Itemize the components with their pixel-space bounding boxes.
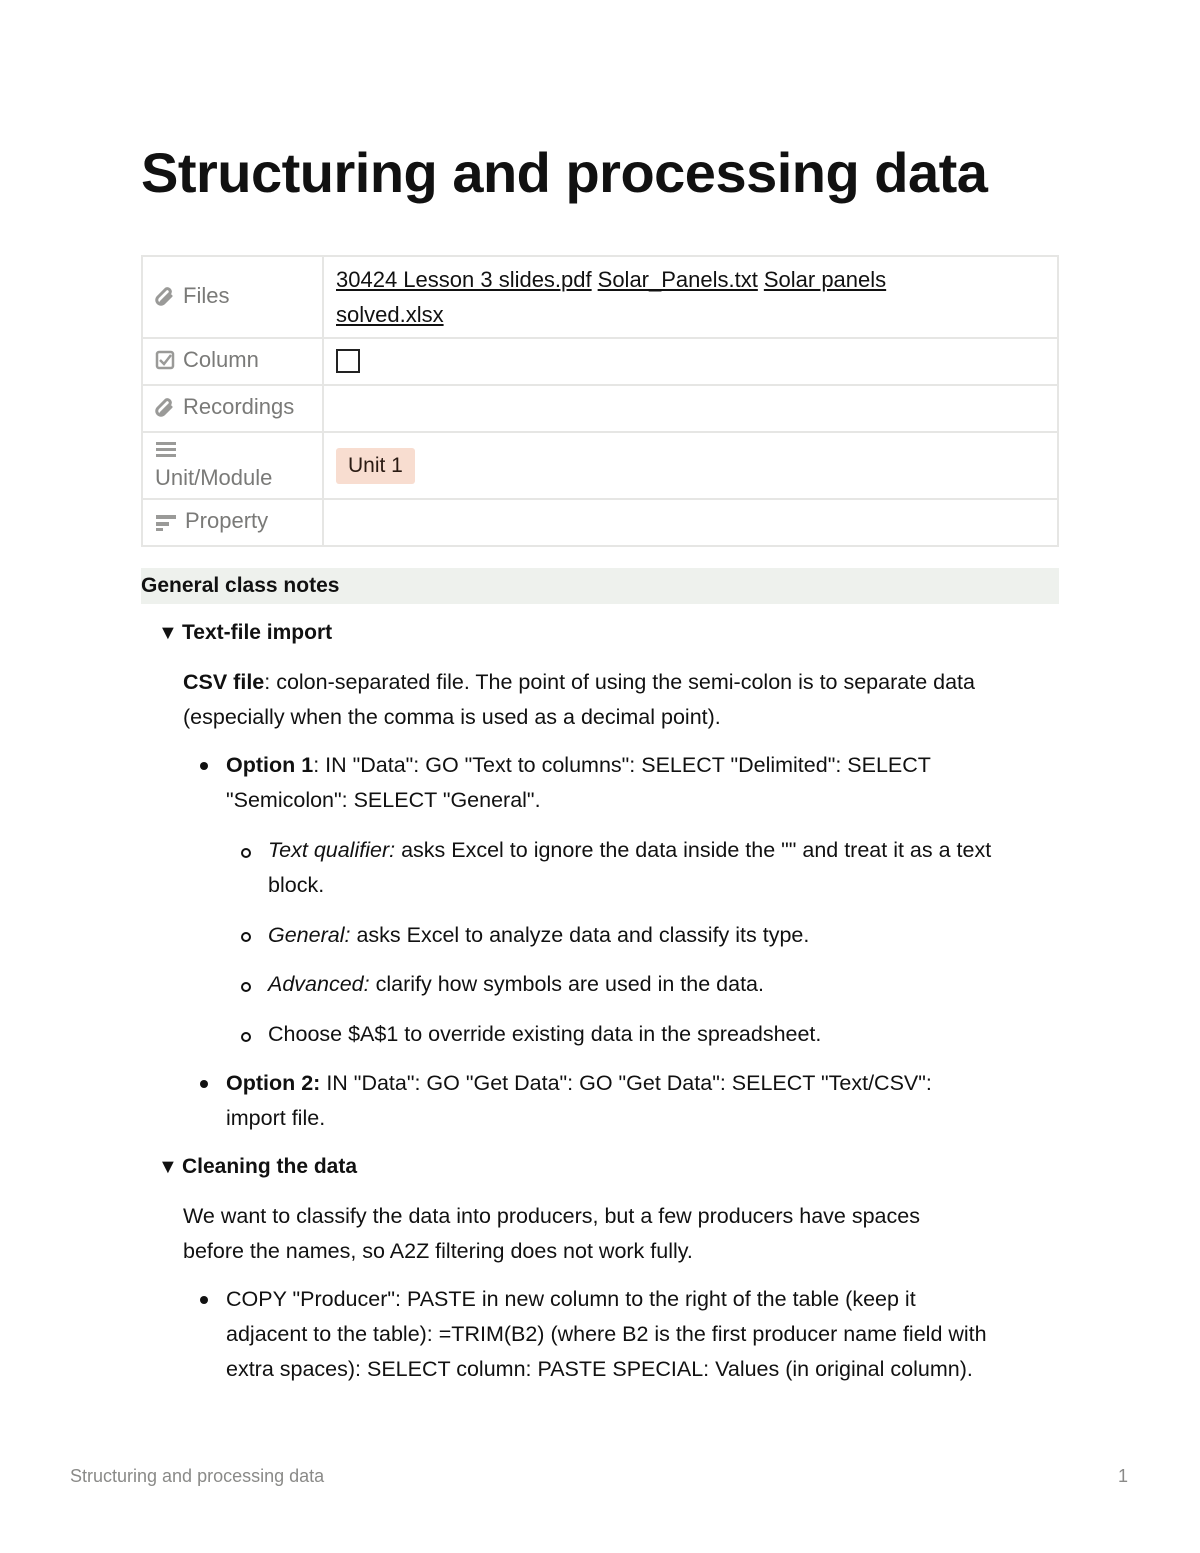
option1-item bbox=[226, 748, 931, 818]
toggle-open-icon: ▼ bbox=[158, 1156, 178, 1178]
option2-line1: IN "Data": GO "Get Data": GO "Get Data": SELECT "Text/CSV": bbox=[320, 1071, 932, 1095]
property-row-files bbox=[142, 256, 1058, 338]
unit-tag[interactable]: Unit 1 bbox=[336, 448, 415, 484]
property-key-recordings bbox=[142, 385, 323, 432]
option2-label: Option 2: bbox=[226, 1071, 321, 1095]
properties-table bbox=[141, 255, 1059, 547]
sub-bullet-icon bbox=[241, 848, 251, 858]
attachment-icon bbox=[155, 286, 175, 312]
toggle-title: Cleaning the data bbox=[182, 1155, 358, 1178]
property-value-unit-module bbox=[323, 432, 1058, 499]
csv-intro-line1: : colon-separated file. The point of using the semi-colon is to separate data bbox=[264, 670, 975, 694]
property-value-recordings[interactable] bbox=[323, 385, 1058, 432]
property-value-column bbox=[323, 338, 1058, 385]
file-link-solar-xlsx-part1[interactable]: Solar panels bbox=[763, 267, 887, 292]
property-label-files: Files bbox=[183, 282, 230, 308]
attachment-icon bbox=[155, 397, 175, 423]
option1-label: Option 1 bbox=[226, 753, 314, 777]
sub-line1: asks Excel to analyze data and classify its type. bbox=[350, 923, 810, 947]
sub-bullet-icon bbox=[241, 982, 251, 992]
page-number: 1 bbox=[1117, 1466, 1128, 1486]
cleaning-bullet bbox=[226, 1282, 987, 1387]
property-row-unit-module bbox=[142, 432, 1058, 499]
toggle-open-icon: ▼ bbox=[158, 622, 178, 644]
cleaning-intro-line2: before the names, so A2Z filtering does not work fully. bbox=[183, 1239, 693, 1263]
property-label-property: Property bbox=[185, 508, 269, 533]
toggle-cleaning-data[interactable] bbox=[158, 1155, 357, 1179]
property-value-property[interactable] bbox=[323, 499, 1058, 546]
property-label-recordings: Recordings bbox=[183, 394, 295, 419]
bullet-icon bbox=[200, 1296, 208, 1304]
property-label-unit-module: Unit/Module bbox=[155, 464, 273, 490]
property-value-files bbox=[323, 256, 1058, 338]
sub-item-choose-a1 bbox=[268, 1017, 821, 1052]
toggle-title: Text-file import bbox=[182, 621, 333, 644]
option2-line2: import file. bbox=[226, 1106, 326, 1130]
section-heading: General class notes bbox=[141, 568, 1059, 604]
toggle-text-file-import[interactable] bbox=[158, 621, 332, 645]
property-label-column: Column bbox=[183, 347, 259, 372]
property-key-column bbox=[142, 338, 323, 385]
sub-item-general bbox=[268, 918, 809, 953]
csv-term: CSV file bbox=[183, 670, 265, 694]
cleaning-line1: COPY "Producer": PASTE in new column to the right of the table (keep it bbox=[226, 1287, 916, 1311]
property-key-files bbox=[142, 256, 323, 338]
sub-line1: Choose $A$1 to override existing data in the spreadsheet. bbox=[268, 1022, 822, 1046]
footer-title: Structuring and processing data bbox=[70, 1466, 325, 1486]
sub-bullet-icon bbox=[241, 1032, 251, 1042]
sub-line1: clarify how symbols are used in the data. bbox=[369, 972, 764, 996]
sub-term: Text qualifier: bbox=[268, 838, 396, 862]
bullet-icon bbox=[200, 1080, 208, 1088]
cleaning-intro-line1: We want to classify the data into producers, but a few producers have spaces bbox=[183, 1204, 920, 1228]
cleaning-line3: extra spaces): SELECT column: PASTE SPECIAL: Values (in original column). bbox=[226, 1357, 973, 1381]
checkbox-property-icon bbox=[155, 350, 175, 376]
sub-term: Advanced: bbox=[268, 972, 370, 996]
sub-item-advanced bbox=[268, 967, 764, 1002]
property-row-property bbox=[142, 499, 1058, 546]
page-title: Structuring and processing data bbox=[141, 141, 988, 204]
list-select-icon bbox=[155, 439, 310, 465]
sub-line2: block. bbox=[268, 873, 325, 897]
file-link-solar-xlsx-part2[interactable]: solved.xlsx bbox=[336, 302, 444, 327]
text-property-icon bbox=[155, 511, 177, 537]
property-row-column bbox=[142, 338, 1058, 385]
file-link-solar-txt[interactable]: Solar_Panels.txt bbox=[597, 267, 758, 292]
csv-intro-line2: (especially when the comma is used as a decimal point). bbox=[183, 705, 721, 729]
sub-item-text-qualifier bbox=[268, 833, 991, 903]
cleaning-intro bbox=[183, 1199, 920, 1269]
csv-intro bbox=[183, 665, 975, 735]
property-row-recordings bbox=[142, 385, 1058, 432]
column-checkbox[interactable] bbox=[336, 349, 360, 373]
file-link-slides[interactable]: 30424 Lesson 3 slides.pdf bbox=[336, 267, 592, 292]
sub-bullet-icon bbox=[241, 932, 251, 942]
cleaning-line2: adjacent to the table): =TRIM(B2) (where B2 is the first producer name field with bbox=[226, 1322, 987, 1346]
option1-line2: "Semicolon": SELECT "General". bbox=[226, 788, 541, 812]
option2-item bbox=[226, 1066, 932, 1136]
property-key-property bbox=[142, 499, 323, 546]
sub-line1: asks Excel to ignore the data inside the "" and treat it as a text bbox=[395, 838, 992, 862]
sub-term: General: bbox=[268, 923, 351, 947]
bullet-icon bbox=[200, 762, 208, 770]
option1-line1: : IN "Data": GO "Text to columns": SELECT "Delimited": SELECT bbox=[313, 753, 931, 777]
property-key-unit-module bbox=[142, 432, 323, 499]
